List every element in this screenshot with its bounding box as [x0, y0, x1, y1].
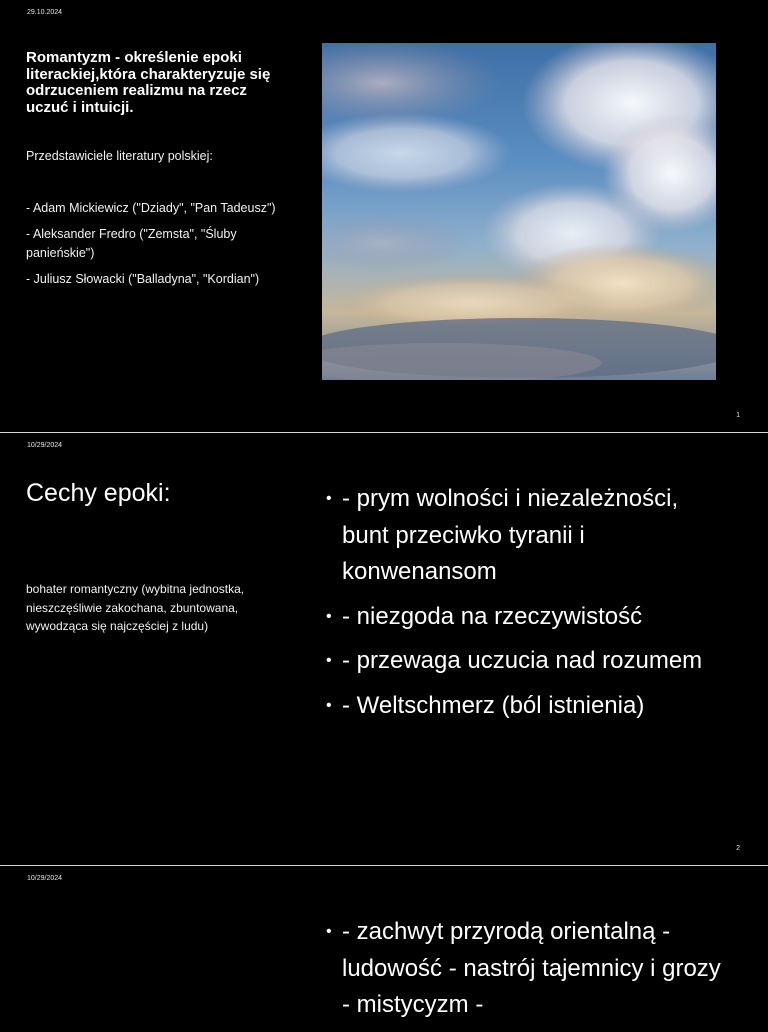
bullet-icon: •	[326, 490, 332, 507]
list-item: - Juliusz Słowacki ("Balladyna", "Kordian")	[26, 271, 260, 286]
bullet-icon: •	[326, 923, 332, 940]
bullet-icon: •	[326, 607, 332, 625]
slide-1	[0, 0, 768, 432]
list-item: - Aleksander Fredro ("Zemsta", "Śluby panieńskie")	[26, 226, 237, 260]
page-number: 1	[736, 412, 740, 419]
features-list	[326, 914, 726, 1032]
sky-image	[322, 43, 716, 380]
slide-date: 10/29/2024	[27, 875, 63, 882]
features-list	[326, 481, 726, 732]
slide-subtitle: Przedstawiciele literatury polskiej:	[26, 149, 213, 163]
list-item: • - prym wolności i niezależności, bunt przeciwko tyranii i konwenansom	[326, 481, 726, 591]
slide-date: 29.10.2024	[27, 9, 63, 16]
list-item: • - niezgoda na rzeczywistość	[326, 599, 726, 636]
authors-list	[26, 199, 276, 295]
list-item: • - zachwyt przyrodą orientalną - ludowość - nastrój tajemnicy i grozy - mistycyzm -	[326, 914, 726, 1024]
slide-title: Cechy epoki:	[26, 479, 171, 507]
page-number: 2	[736, 845, 740, 852]
bullet-icon: •	[326, 696, 332, 714]
list-item: - Adam Mickiewicz ("Dziady", "Pan Tadeusz")	[26, 201, 276, 215]
list-item: • - Weltschmerz (ból istnienia)	[326, 688, 726, 725]
bullet-icon: •	[326, 652, 332, 669]
slide-title: Romantyzm - określenie epoki literackiej,która charakteryzuje się odrzuceniem realizmu na rzecz uczuć i intuicji.	[26, 49, 271, 116]
slide-date: 10/29/2024	[27, 442, 63, 449]
hero-description: bohater romantyczny (wybitna jednostka, nieszczęśliwie zakochana, zbuntowana, wywodząca się najczęściej z ludu)	[26, 582, 245, 634]
list-item: • - przewaga uczucia nad rozumem	[326, 643, 726, 680]
